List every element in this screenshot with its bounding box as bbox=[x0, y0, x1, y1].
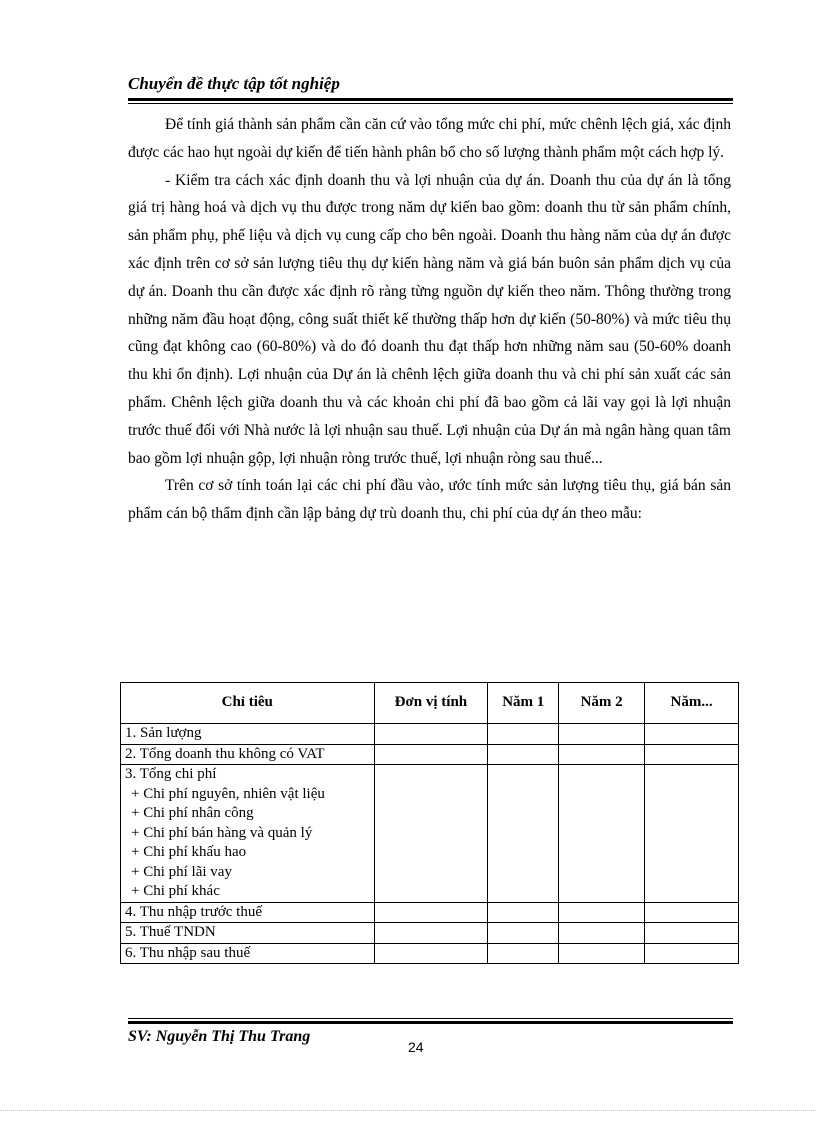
table-cell bbox=[374, 923, 488, 944]
table-row bbox=[121, 923, 739, 944]
header-rule-thin bbox=[128, 103, 733, 104]
table-row bbox=[121, 744, 739, 765]
document-header-title: Chuyển đề thực tập tốt nghiệp bbox=[128, 74, 340, 93]
table-cell bbox=[645, 902, 739, 923]
footer-rule-thin bbox=[128, 1018, 733, 1019]
column-header-indicator: Chỉ tiêu bbox=[121, 683, 375, 724]
row-label-line: + Chi phí khấu hao bbox=[131, 844, 247, 860]
table-cell bbox=[488, 744, 559, 765]
table-cell bbox=[559, 765, 645, 903]
page-boundary bbox=[0, 1110, 816, 1111]
table-cell bbox=[488, 943, 559, 964]
row-label-line: + Chi phí lãi vay bbox=[131, 863, 232, 880]
footer-student-name: SV: Nguyễn Thị Thu Trang bbox=[128, 1028, 311, 1045]
table-cell bbox=[488, 902, 559, 923]
column-header-year-2: Năm 2 bbox=[559, 683, 645, 724]
row-label-line: 1. Sản lượng bbox=[125, 725, 202, 741]
row-label-line: 3. Tổng chi phí bbox=[125, 766, 217, 782]
table-cell bbox=[645, 724, 739, 745]
table-row bbox=[121, 943, 739, 964]
table-cell bbox=[559, 923, 645, 944]
row-label bbox=[121, 765, 375, 903]
table-cell bbox=[374, 744, 488, 765]
column-header-year-1: Năm 1 bbox=[488, 683, 559, 724]
header-rule-thick bbox=[128, 98, 733, 101]
table-cell bbox=[645, 923, 739, 944]
row-label-line: + Chi phí khác bbox=[131, 883, 220, 899]
table-cell bbox=[488, 765, 559, 903]
column-header-year-n: Năm... bbox=[645, 683, 739, 724]
table-cell bbox=[645, 943, 739, 964]
table-cell bbox=[374, 765, 488, 903]
row-label-line: + Chi phí nhân công bbox=[131, 805, 254, 821]
row-label-line: + Chi phí bán hàng và quản lý bbox=[131, 824, 313, 841]
row-label bbox=[121, 744, 375, 765]
paragraph: Trên cơ sở tính toán lại các chi phí đầu vào, ước tính mức sản lượng tiêu thụ, giá bán sản phẩm cán bộ thẩm định cần lập bảng dự trù doanh thu, chi phí của dự án theo mẫu: bbox=[128, 477, 731, 523]
table-cell bbox=[374, 724, 488, 745]
paragraph: - Kiểm tra cách xác định doanh thu và lợi nhuận của dự án. Doanh thu của dự án là tổng giá trị hàng hoá và dịch vụ thu được trong năm dự kiến bao gồm: doanh thu từ sản phẩm chính, sản phẩm phụ, phế liệu và dịch vụ cung cấp cho bên ngoài. Doanh thu hàng năm của dự án được xác định trên cơ sở sản lượng tiêu thụ dự kiến hàng năm và giá bán buôn sản phẩm dịch vụ của dự án. Doanh thu cần được xác định rõ ràng từng nguồn dự kiến theo năm. Thông thường trong những năm đầu hoạt động, công suất thiết kế thường thấp hơn dự kiến (50-80%) và mức tiêu thụ cũng đạt không cao (60-80%) và do đó doanh thu đạt thấp hơn những năm sau (50-60% doanh thu khi ổn định). Lợi nhuận của Dự án là chênh lệch giữa doanh thu và chi phí sản xuất các sản phẩm. Chênh lệch giữa doanh thu và các khoản chi phí đã bao gồm cả lãi vay gọi là lợi nhuận trước thuế đối với Nhà nước là lợi nhuận sau thuế. Lợi nhuận của Dự án mà ngân hàng quan tâm bao gồm lợi nhuận gộp, lợi nhuận ròng trước thuế, lợi nhuận ròng sau thuế... bbox=[128, 171, 731, 467]
page-number: 24 bbox=[408, 1039, 424, 1055]
table-cell bbox=[559, 744, 645, 765]
table-row bbox=[121, 902, 739, 923]
table-cell bbox=[374, 902, 488, 923]
table-cell bbox=[559, 943, 645, 964]
footer-rule-thick bbox=[128, 1021, 733, 1024]
row-label-line: 5. Thuế TNDN bbox=[125, 924, 216, 940]
row-label-line: 2. Tổng doanh thu không có VAT bbox=[125, 745, 325, 762]
table-cell bbox=[559, 902, 645, 923]
table-row bbox=[121, 724, 739, 745]
table-header-row bbox=[121, 683, 739, 724]
table-cell bbox=[488, 923, 559, 944]
budget-table bbox=[120, 682, 739, 964]
table-cell bbox=[645, 765, 739, 903]
row-label-line: + Chi phí nguyên, nhiên vật liệu bbox=[131, 785, 325, 802]
column-header-unit: Đơn vị tính bbox=[374, 683, 488, 724]
table-cell bbox=[645, 744, 739, 765]
row-label bbox=[121, 923, 375, 944]
row-label-line: 6. Thu nhập sau thuế bbox=[125, 944, 251, 961]
row-label-line: 4. Thu nhập trước thuế bbox=[125, 903, 263, 920]
table-cell bbox=[488, 724, 559, 745]
row-label bbox=[121, 943, 375, 964]
table-cell bbox=[374, 943, 488, 964]
table-row bbox=[121, 765, 739, 903]
paragraph: Để tính giá thành sản phẩm cần căn cứ vào tổng mức chi phí, mức chênh lệch giá, xác định được các hao hụt ngoài dự kiến để tiến hành phân bổ cho số lượng thành phẩm một cách hợp lý. bbox=[128, 116, 731, 161]
table-cell bbox=[559, 724, 645, 745]
row-label bbox=[121, 902, 375, 923]
row-label bbox=[121, 724, 375, 745]
body-text bbox=[128, 111, 731, 528]
